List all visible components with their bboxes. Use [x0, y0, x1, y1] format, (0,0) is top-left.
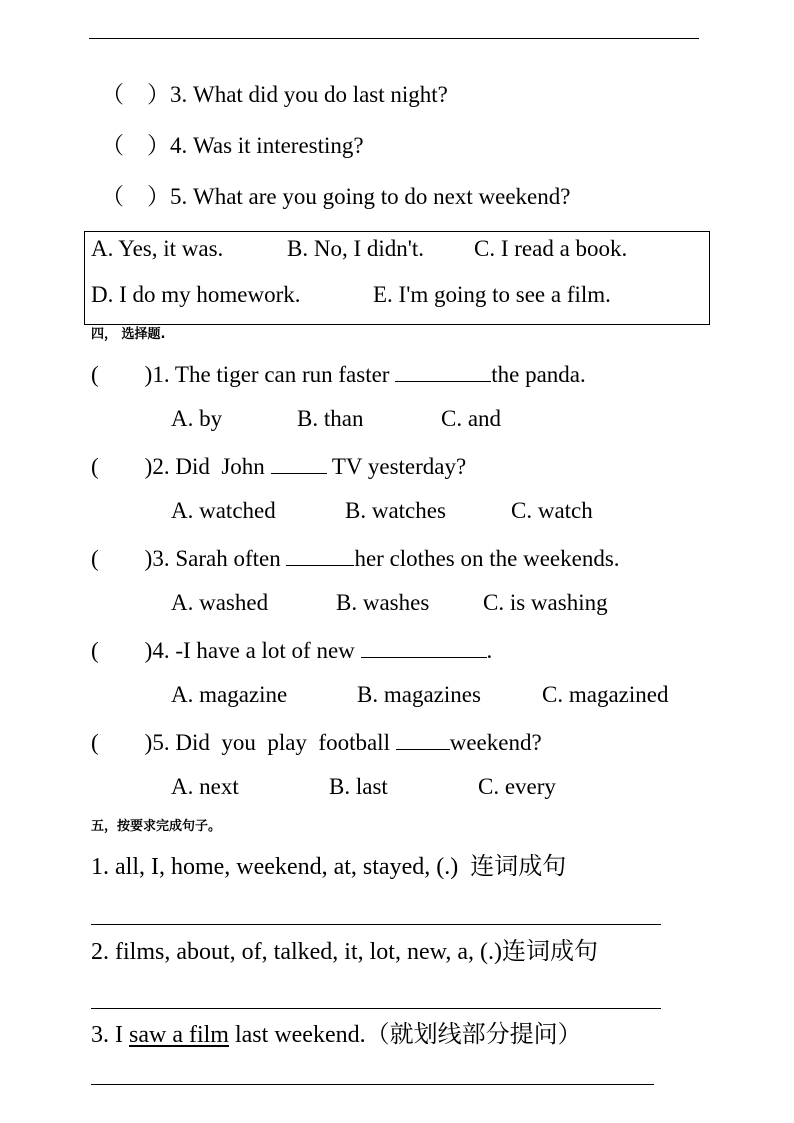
answer-option-b: B. No, I didn't.	[287, 236, 425, 261]
answer-paren: ( )	[91, 730, 153, 755]
option-b: B. watches	[345, 498, 446, 523]
sentence-task-3: 3. I saw a film last weekend.（就划线部分提问）	[91, 1022, 582, 1048]
option-c: C. watch	[511, 498, 593, 523]
choice-question-3: ( )3. Sarah often her clothes on the weekends.	[91, 543, 620, 573]
match-question-3	[101, 81, 448, 109]
option-a: A. by	[171, 406, 223, 431]
answer-paren: ( )	[91, 454, 153, 479]
top-rule	[89, 38, 699, 39]
answer-option-a: A. Yes, it was.	[91, 236, 224, 261]
question-text: 5. What are you going to do next weekend?	[170, 184, 571, 209]
option-b: B. washes	[336, 590, 430, 615]
answer-paren: （ ）	[101, 133, 170, 158]
question-text: 4. Was it interesting?	[170, 133, 364, 158]
section-5-title: 五，按要求完成句子。	[91, 819, 222, 834]
answer-paren: （ ）	[101, 82, 170, 107]
option-a: A. magazine	[171, 682, 288, 707]
answer-line-1[interactable]	[91, 924, 661, 925]
option-a: A. washed	[171, 590, 269, 615]
fill-blank	[271, 451, 327, 474]
sentence-task-2: 2. films, about, of, talked, it, lot, new, a, (.)连词成句	[91, 939, 599, 965]
option-c: C. and	[441, 406, 502, 431]
choice-question-2: ( )2. Did John TV yesterday?	[91, 451, 466, 481]
choice-question-5: ( )5. Did you play football weekend?	[91, 727, 542, 757]
match-question-4	[101, 132, 364, 160]
fill-blank	[361, 635, 487, 658]
fill-blank	[396, 727, 450, 750]
sentence-task-1: 1. all, I, home, weekend, at, stayed, (.) 连词成句	[91, 854, 567, 880]
option-c: C. magazined	[542, 682, 669, 707]
option-c: C. is washing	[483, 590, 608, 615]
answer-option-d: D. I do my homework.	[91, 282, 301, 307]
fill-blank	[286, 543, 354, 566]
answer-option-c: C. I read a book.	[474, 236, 628, 261]
answer-line-3[interactable]	[91, 1084, 654, 1085]
option-a: A. watched	[171, 498, 276, 523]
answer-paren: ( )	[91, 362, 153, 387]
question-text: 3. What did you do last night?	[170, 82, 448, 107]
match-question-5	[101, 183, 570, 211]
option-a: A. next	[171, 774, 239, 799]
option-b: B. last	[329, 774, 388, 799]
option-b: B. magazines	[357, 682, 481, 707]
choice-question-1: ( )1. The tiger can run faster the panda.	[91, 359, 586, 389]
choice-question-4: ( )4. -I have a lot of new .	[91, 635, 492, 665]
section-4-title: 四， 选择题.	[91, 327, 166, 342]
option-c: C. every	[478, 774, 556, 799]
answer-line-2[interactable]	[91, 1008, 661, 1009]
underlined-phrase: saw a film	[129, 1022, 229, 1048]
answer-paren: ( )	[91, 546, 153, 571]
answer-paren: ( )	[91, 638, 153, 663]
answer-option-e: E. I'm going to see a film.	[373, 282, 611, 307]
answer-paren: （ ）	[101, 184, 170, 209]
option-b: B. than	[297, 406, 364, 431]
fill-blank	[395, 359, 491, 382]
